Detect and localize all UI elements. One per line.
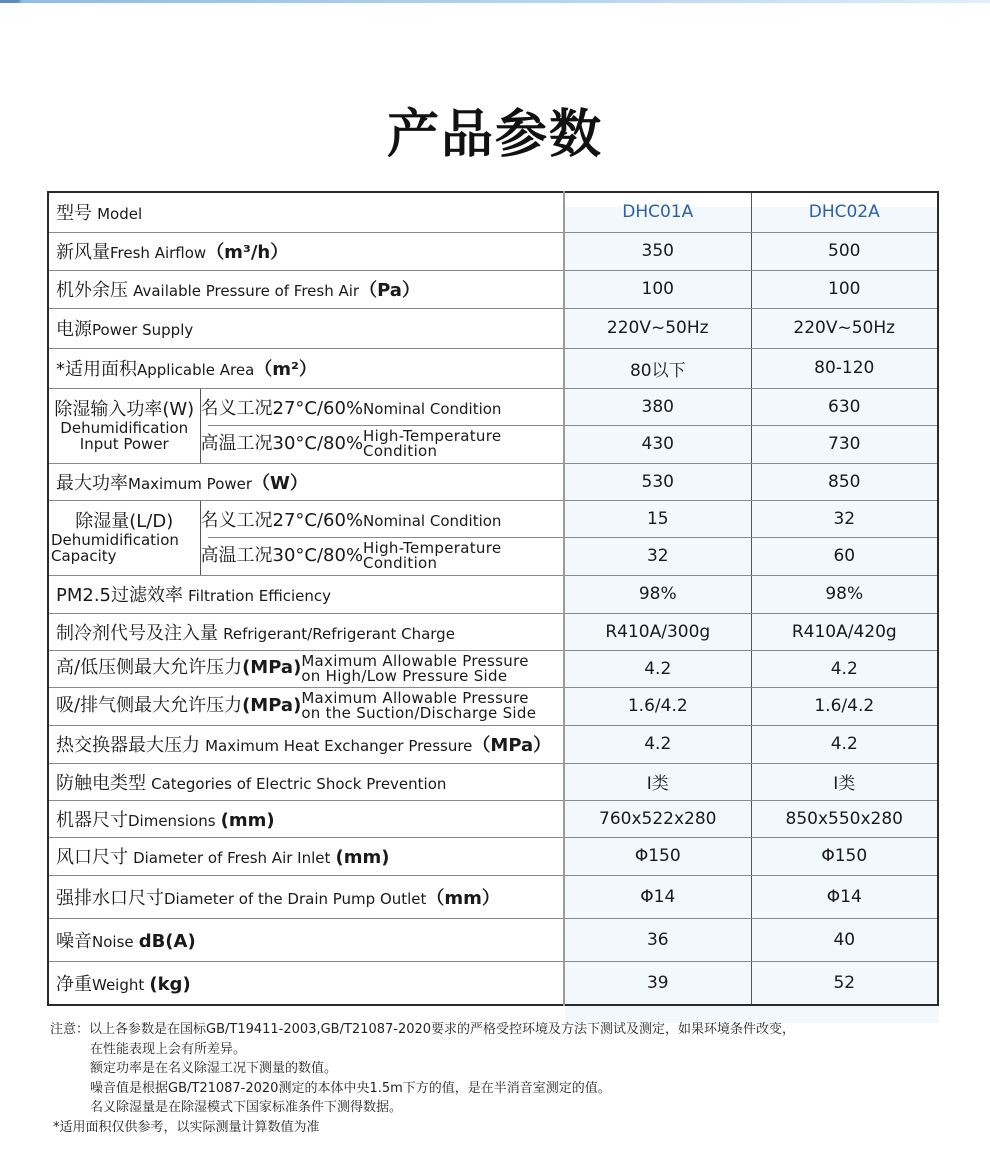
cell-value: 850	[751, 463, 938, 500]
sub-row-divider	[208, 537, 564, 538]
sub-label: 名义工况27°C/60%Nominal Condition	[200, 500, 564, 537]
row-label: 热交换器最大压力 Maximum Heat Exchanger Pressure（MPa）	[48, 725, 564, 763]
cell-value: 430	[564, 425, 751, 463]
row-label: PM2.5过滤效率 Filtration Efficiency	[48, 575, 564, 613]
note-line: 注意：以上各参数是在国标GB/T19411-2003,GB/T21087-2020要求的严格受控环境及方法下测试及测定，如果环境条件改变，	[50, 1022, 796, 1037]
note-line: 在性能表现上会有所差异。	[90, 1041, 247, 1057]
cell-value: Φ14	[564, 875, 751, 918]
cell-value: Φ150	[564, 837, 751, 875]
top-accent-bar	[0, 0, 990, 3]
cell-value: 100	[564, 270, 751, 308]
cell-value: 80-120	[751, 348, 938, 388]
row-label: 噪音Noise dB(A)	[48, 918, 564, 961]
table-row-capacity-nominal	[48, 500, 938, 537]
cell-value: 32	[751, 500, 938, 537]
cell-value: 15	[564, 500, 751, 537]
table-row-weight	[48, 961, 938, 1005]
row-label: 最大功率Maximum Power（W）	[48, 463, 564, 500]
row-label: 制冷剂代号及注入量 Refrigerant/Refrigerant Charge	[48, 613, 564, 650]
row-label: 高/低压侧最大允许压力(MPa)Maximum Allowable Pressure on High/Low Pressure Side	[48, 650, 564, 687]
cell-value: 380	[564, 388, 751, 425]
model-name-1: DHC01A	[564, 192, 751, 232]
table-row-airflow	[48, 232, 938, 270]
row-label: 机器尺寸Dimensions (mm)	[48, 800, 564, 837]
table-row-drain	[48, 875, 938, 918]
sub-label: 名义工况27°C/60%Nominal Condition	[200, 388, 564, 425]
sub-row-divider	[208, 425, 564, 426]
note-line: 额定功率是在名义除湿工况下测量的数值。	[90, 1061, 338, 1076]
page-title: 产品参数	[386, 104, 603, 165]
cell-value: 39	[564, 961, 751, 1005]
cell-value: 36	[564, 918, 751, 961]
cell-value: 98%	[564, 575, 751, 613]
table-row-sd-pressure	[48, 687, 938, 725]
table-row-filtration	[48, 575, 938, 613]
group-label-capacity: 除湿量(L/D) Dehumidification Capacity	[48, 500, 200, 575]
table-row-max-power	[48, 463, 938, 500]
row-label: 风口尺寸 Diameter of Fresh Air Inlet (mm)	[48, 837, 564, 875]
cell-value: 850x550x280	[751, 800, 938, 837]
cell-value: 760x522x280	[564, 800, 751, 837]
footnote: *适用面积仅供参考，以实际测量计算数值为准	[53, 1119, 320, 1135]
cell-value: 220V~50Hz	[564, 308, 751, 348]
cell-value: 4.2	[564, 650, 751, 687]
table-row-inlet	[48, 837, 938, 875]
table-row-power-supply	[48, 308, 938, 348]
row-label: 机外余压 Available Pressure of Fresh Air（Pa）	[48, 270, 564, 308]
cell-value: Ⅰ类	[751, 763, 938, 800]
table-row-hx-pressure	[48, 725, 938, 763]
row-label: 电源Power Supply	[48, 308, 564, 348]
cell-value: R410A/420g	[751, 613, 938, 650]
row-label: *适用面积Applicable Area（m²）	[48, 348, 564, 388]
cell-value: 730	[751, 425, 938, 463]
cell-value: 630	[751, 388, 938, 425]
table-row-model	[48, 192, 938, 232]
cell-value: 4.2	[751, 650, 938, 687]
sub-label: 高温工况30°C/80%High-Temperature Condition	[200, 425, 564, 463]
table-row-dimensions	[48, 800, 938, 837]
cell-value: 350	[564, 232, 751, 270]
cell-value: 500	[751, 232, 938, 270]
cell-value: 220V~50Hz	[751, 308, 938, 348]
cell-value: Φ150	[751, 837, 938, 875]
table-row-pressure	[48, 270, 938, 308]
cell-value: 4.2	[564, 725, 751, 763]
table-row-noise	[48, 918, 938, 961]
row-label: 强排水口尺寸Diameter of the Drain Pump Outlet（mm）	[48, 875, 564, 918]
table-row-shock	[48, 763, 938, 800]
row-label: 防触电类型 Categories of Electric Shock Prevention	[48, 763, 564, 800]
cell-value: 60	[751, 537, 938, 575]
cell-value: 530	[564, 463, 751, 500]
cell-value: 100	[751, 270, 938, 308]
cell-value: R410A/300g	[564, 613, 751, 650]
note-line: 名义除湿量是在除湿模式下国家标准条件下测得数据。	[90, 1100, 403, 1115]
note-line: 噪音值是根据GB/T21087-2020测定的本体中央1.5m下方的值，是在半消音室测定的值。	[90, 1080, 611, 1096]
row-label: 吸/排气侧最大允许压力(MPa)Maximum Allowable Pressure on the Suction/Discharge Side	[48, 687, 564, 725]
cell-value: 1.6/4.2	[564, 687, 751, 725]
cell-value: 98%	[751, 575, 938, 613]
model-name-2: DHC02A	[751, 192, 938, 232]
spec-table	[47, 191, 939, 1006]
row-label: 新风量Fresh Airflow（m³/h）	[48, 232, 564, 270]
table-row-input-power-nominal	[48, 388, 938, 425]
cell-value: 4.2	[751, 725, 938, 763]
table-row-area	[48, 348, 938, 388]
cell-value: 1.6/4.2	[751, 687, 938, 725]
table-row-refrigerant	[48, 613, 938, 650]
cell-value: 80以下	[564, 348, 751, 388]
cell-value: 40	[751, 918, 938, 961]
cell-value: 52	[751, 961, 938, 1005]
row-label: 型号 Model	[48, 192, 564, 232]
cell-value: Ⅰ类	[564, 763, 751, 800]
table-row-hl-pressure	[48, 650, 938, 687]
cell-value: Φ14	[751, 875, 938, 918]
cell-value: 32	[564, 537, 751, 575]
notes-section	[50, 1020, 795, 1137]
sub-label: 高温工况30°C/80%High-Temperature Condition	[200, 537, 564, 575]
row-label: 净重Weight (kg)	[48, 961, 564, 1005]
group-label-input-power: 除湿输入功率(W) Dehumidification Input Power	[48, 388, 200, 463]
